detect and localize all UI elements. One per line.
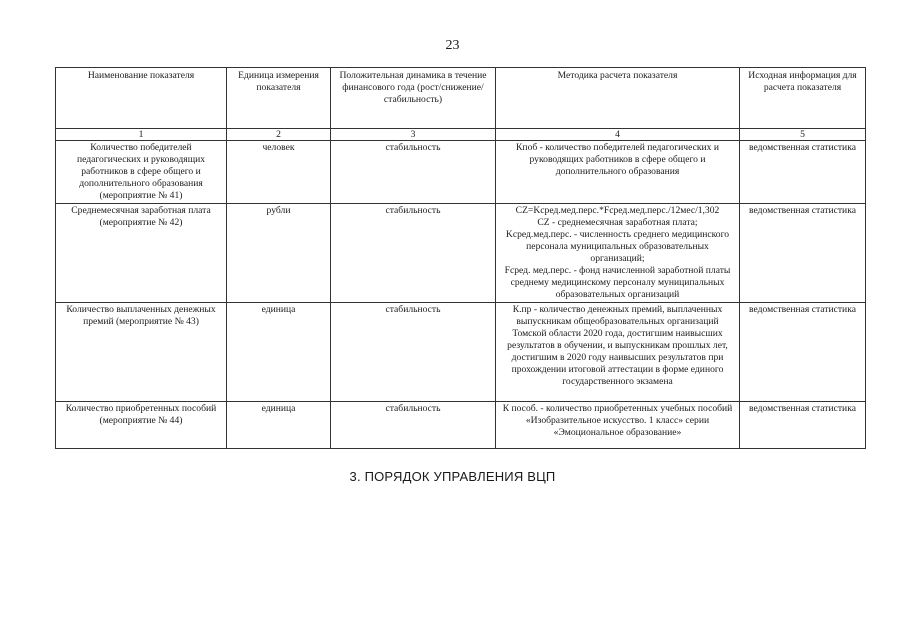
indicator-source: ведомственная статистика [740,141,866,204]
indicator-dynamics: стабильность [331,303,496,402]
indicator-method: К пособ. - количество приобретенных учебных пособий «Изобразительное искусство. 1 класс» серии «Эмоциональное образование» [496,402,740,449]
table-row [56,204,866,303]
indicator-unit: человек [227,141,331,204]
indicators-table [55,67,866,449]
header-indicator-name: Наименование показателя [56,68,227,129]
column-number: 1 [56,129,227,141]
indicator-name: Количество выплаченных денежных премий (мероприятие № 43) [56,303,227,402]
indicator-unit: рубли [227,204,331,303]
header-source: Исходная информация для расчета показателя [740,68,866,129]
section-title: 3. ПОРЯДОК УПРАВЛЕНИЯ ВЦП [349,469,556,484]
column-number: 4 [496,129,740,141]
indicator-method: К.пр - количество денежных премий, выплаченных выпускникам общеобразовательных организаций Томской области 2020 года, достигшим наивысших результатов в обучении, и выпускникам прошлых лет, достигшим в 2020 году наивысших результатов при прохождении итоговой аттестации в форме единого государственного экзамена [496,303,740,402]
indicator-name: Количество победителей педагогических и руководящих работников в сфере общего и дополнительного образования (мероприятие № 41) [56,141,227,204]
indicator-source: ведомственная статистика [740,204,866,303]
table-row [56,402,866,449]
indicator-source: ведомственная статистика [740,402,866,449]
header-dynamics: Положительная динамика в течение финансового года (рост/снижение/стабильность) [331,68,496,129]
indicator-unit: единица [227,402,331,449]
column-number: 3 [331,129,496,141]
indicator-dynamics: стабильность [331,204,496,303]
indicator-method: Кпоб - количество победителей педагогических и руководящих работников в сфере общего и дополнительного образования [496,141,740,204]
indicator-source: ведомственная статистика [740,303,866,402]
table-header-row [56,68,866,129]
column-number-row [56,129,866,141]
page-number: 23 [445,38,460,53]
header-unit: Единица измерения показателя [227,68,331,129]
indicator-unit: единица [227,303,331,402]
column-number: 2 [227,129,331,141]
table-row [56,303,866,402]
table-row [56,141,866,204]
indicator-method: CZ=Kсред.мед.перс.*Fсред.мед.перс./12мес/1,302 CZ - среднемесячная заработная плата; Kсред.мед.перс. - численность среднего медицинского персонала муниципальных образовательных организаций; Fсред. мед.перс. - фонд начисленной заработной платы среднему медицинскому персоналу муниципальных образовательных организаций [496,204,740,303]
indicator-name: Среднемесячная заработная плата (мероприятие № 42) [56,204,227,303]
header-method: Методика расчета показателя [496,68,740,129]
indicator-dynamics: стабильность [331,141,496,204]
column-number: 5 [740,129,866,141]
indicator-name: Количество приобретенных пособий (мероприятие № 44) [56,402,227,449]
indicator-dynamics: стабильность [331,402,496,449]
